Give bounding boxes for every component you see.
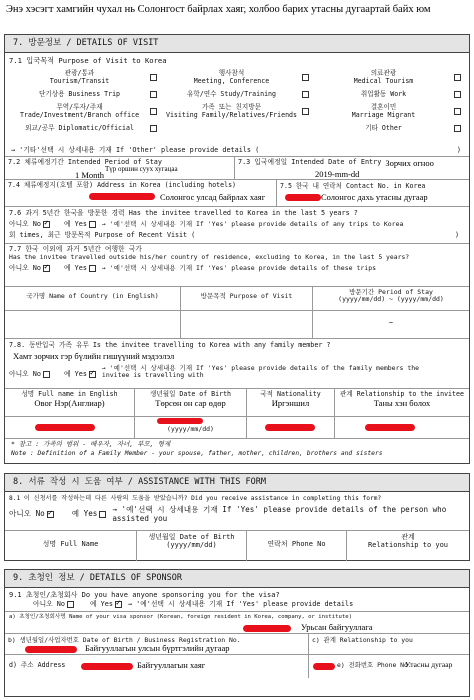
family-note-2: Note : Definition of a Family Member - your spouse, father, mother, children, brothers and sisters — [11, 450, 383, 457]
q9-1-label: 9.1 초청인/초청회사 Do you have anyone sponsoring you for the visa? — [9, 591, 280, 599]
q9-1-answer: 아니오 No 예 Yes ✓ → '예'선택 시 상세내용 기재 If 'Yes' please provide details — [33, 601, 353, 609]
section-details-of-visit — [4, 34, 470, 464]
trip-purpose-cell[interactable] — [181, 311, 313, 338]
purpose-work: 취업활동 Work — [315, 86, 463, 103]
family-dob-cell[interactable]: (yyyy/mm/dd) — [135, 417, 247, 438]
q7-6-no-checkbox[interactable] — [43, 221, 50, 228]
sponsor-row-b — [5, 633, 469, 654]
sponsor-phone-cell[interactable]: e) 전화번호 Phone No. Утасны дугаар — [309, 655, 469, 678]
purpose-diplomatic: 외교/공무 Diplomatic/Official — [11, 120, 159, 137]
divider — [5, 243, 469, 244]
row-7-2-7-3 — [5, 156, 469, 180]
trip-period-cell[interactable]: ~ — [388, 319, 394, 327]
sponsor-address-cell[interactable]: d) 주소 Address Байгууллагын хаяг — [5, 655, 309, 678]
trips-row — [5, 311, 469, 339]
family-header: 성명 Full name in English Овог Нэр(Англиар) 생년월일 Date of Birth Төрсөн он сар өдөр 국적 Nationality Иргэншил 관계 Relationship to the invitee Таны хэн болох — [5, 389, 469, 417]
q9-1-yes-checkbox[interactable] — [115, 601, 122, 608]
q7-8-no-checkbox[interactable] — [43, 371, 50, 378]
checkbox-visiting[interactable] — [302, 108, 309, 115]
family-table — [5, 388, 469, 439]
q7-7-no-checkbox[interactable] — [43, 265, 50, 272]
q7-1-label: 7.1 입국목적 Purpose of Visit to Korea — [9, 56, 167, 65]
redacted-address-sponsor — [81, 663, 133, 670]
redacted-family-nationality — [265, 424, 315, 431]
section-8-title: 8. 서류 작성 시 도움 여부 / ASSISTANCE WITH THIS FORM — [5, 474, 469, 492]
sponsor-relationship-cell[interactable]: c) 관계 Relationship to you — [312, 636, 413, 644]
q8-1-yes-checkbox[interactable] — [99, 511, 106, 518]
other-details-note: → '기타'선택 시 상세내용 기재 If 'Other' please provide details ( ) — [11, 146, 461, 154]
redacted-contact — [285, 194, 321, 201]
q7-7-label-ko: 7.7 한국 이외에 과거 5년간 여행한 국가 — [9, 245, 142, 253]
family-row — [5, 417, 469, 439]
q7-5-cell[interactable]: 7.5 한국 내 연락처 Contact No. in Korea Солонгос дахь утасны дугаар — [280, 182, 428, 202]
q7-6-answer: 아니오 No ✓ 예 Yes → '예'선택 시 상세내용 기재 If 'Yes' please provide details of any trips to Korea — [9, 221, 459, 229]
redacted-family-name — [35, 424, 95, 431]
q7-6-label: 7.6 과거 5년간 한국을 방문한 경력 Has the invitee travelled to Korea in the last 5 years ? — [9, 209, 358, 217]
purpose-study: 유학/연수 Study/Training — [163, 86, 311, 103]
checkbox-study[interactable] — [302, 91, 309, 98]
redacted-phone-sponsor — [313, 663, 335, 670]
q7-8-label: 7.8. 동반입국 가족 유무 Is the invitee travelling to Korea with any family member ? — [9, 341, 331, 349]
q9-1-no-checkbox[interactable] — [67, 601, 74, 608]
instruction-note: Энэ хэсэгт хамгийн чухал нь Солонгост байрлах хаяг, холбоо барих утасны дугаартай байх юм — [6, 4, 431, 15]
sponsor-row-a[interactable]: a) 초청인/초청회사명 Name of your visa sponsor (Korean, foreign resident in Korea, company, or institute) Урьсан байгууллага — [5, 611, 469, 633]
redacted-family-relationship — [365, 424, 415, 431]
trips-table — [5, 286, 469, 339]
checkbox-other[interactable] — [454, 125, 461, 132]
redacted-family-dob — [157, 418, 203, 424]
assistant-header: 성명 Full Name 생년월일 Date of Birth (yyyy/mm/dd) 연락처 Phone No 관계 Relationship to you — [5, 531, 469, 561]
checkbox-marriage[interactable] — [454, 108, 461, 115]
section-assistance — [4, 473, 470, 561]
family-nationality-cell[interactable] — [247, 417, 335, 438]
checkbox-work[interactable] — [454, 91, 461, 98]
redacted-address — [89, 193, 155, 200]
checkbox-business[interactable] — [150, 91, 157, 98]
q7-8-yes-checkbox[interactable] — [89, 371, 96, 378]
purpose-trade: 무역/투자/주재 Trade/Investment/Branch office — [11, 103, 159, 120]
checkbox-trade[interactable] — [150, 108, 157, 115]
q7-6-yes-checkbox[interactable] — [89, 221, 96, 228]
redacted-registration — [25, 646, 77, 653]
q7-7-answer: 아니오 No ✓ 예 Yes → '예'선택 시 상세내용 기재 If 'Yes' please provide details of these trips — [9, 265, 376, 273]
redacted-sponsor-name — [243, 625, 291, 632]
q8-1-answer: 아니오 No ✓ 예 Yes → '예'선택 시 상세내용 기재 If 'Yes' please provide details of the person who assisted you — [9, 506, 461, 523]
q8-1-label: 8.1 이 신청서를 작성하는데 다른 사람의 도움을 받았습니까? Did you receive assistance in completing this form? — [9, 495, 382, 502]
section-sponsor — [4, 569, 470, 697]
section-9-title: 9. 초청인 정보 / DETAILS OF SPONSOR — [5, 570, 469, 588]
sponsor-registration-cell[interactable]: b) 생년월일/사업자번호 Date of Birth / Business Registration No. Байгууллагын улсын бүртгэлийн дугаар — [5, 634, 309, 654]
sponsor-row-d — [5, 654, 469, 678]
family-name-cell[interactable] — [5, 417, 135, 438]
section-7-title: 7. 방문정보 / DETAILS OF VISIT — [5, 35, 469, 53]
q8-1-no-checkbox[interactable] — [47, 511, 54, 518]
checkbox-diplomatic[interactable] — [150, 125, 157, 132]
checkbox-tourism[interactable] — [150, 74, 157, 81]
purpose-meeting: 행사참석 Meeting, Conference — [163, 69, 311, 86]
q7-3-cell[interactable]: 7.3 입국예정일 Intended Date of Entry Зорчих огноо 2019-mm-dd — [238, 158, 434, 179]
purpose-grid — [5, 67, 469, 139]
checkbox-medical[interactable] — [454, 74, 461, 81]
trips-header: 국가명 Name of Country (in English) 방문목적 Purpose of Visit 방문기간 Period of Stay (yyyy/mm/dd) ~ (yyyy/mm/dd) — [5, 287, 469, 311]
purpose-marriage: 결혼이민 Marriage Migrant — [315, 103, 463, 120]
q7-2-cell[interactable]: 7.2 체류예정기간 Intended Period of Stay Түр оршин суух хугацаа 1 Month — [5, 157, 235, 179]
q7-8-handwriting: Хамт зорчих гэр бүлийн гишүүний мэдээлэл — [13, 351, 175, 361]
q7-6-times: 회 times, 최근 방문목적 Purpose of Recent Visit ( ) — [9, 231, 459, 239]
family-relationship-cell[interactable] — [335, 417, 469, 438]
q7-8-answer: 아니오 No 예 Yes ✓ → '예'선택 시 상세내용 기재 If 'Yes' please provide details of the family members the invitee is travelling with — [9, 365, 461, 380]
purpose-spacer — [163, 120, 311, 137]
purpose-visiting: 가족 또는 친지방문 Visiting Family/Relatives/Friends — [163, 103, 311, 120]
purpose-other: 기타 Other — [315, 120, 463, 137]
row-7-4-7-5 — [5, 180, 469, 207]
purpose-business: 단기상용 Business Trip — [11, 86, 159, 103]
q7-4-cell[interactable]: 7.4 체류예정지(호텔 포함) Address in Korea (including hotels) Солонгос улсад байрлах хаяг — [5, 180, 277, 206]
purpose-tourism: 관광/통과 Tourism/Transit — [11, 69, 159, 86]
purpose-medical: 의료관광 Medical Tourism — [315, 69, 463, 86]
family-note-1: * 참고 : 가족의 범위 - 배우자, 자녀, 부모, 형제 — [11, 440, 171, 448]
assistant-table — [5, 530, 469, 561]
q7-7-label-en: Has the invitee travelled outside his/her country of residence, excluding to Korea, in the last 5 years? — [9, 253, 410, 261]
q7-7-yes-checkbox[interactable] — [89, 265, 96, 272]
checkbox-meeting[interactable] — [302, 74, 309, 81]
trip-country-cell[interactable] — [5, 311, 181, 338]
